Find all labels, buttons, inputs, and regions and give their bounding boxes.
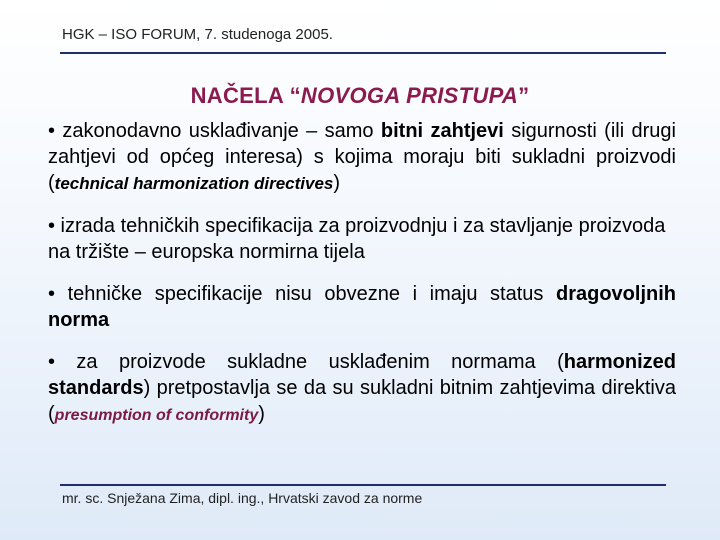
bullet-2-text: • izrada tehničkih specifikacija za proizvodnju i za stavljanje proizvoda na tržište – europska normirna tijela (48, 215, 666, 263)
slide-header: HGK – ISO FORUM, 7. studenoga 2005. (62, 26, 333, 43)
bullet-4-english-term: presumption of conformity (54, 407, 259, 424)
slide-content (48, 118, 676, 445)
bullet-3-text: • tehničke specifikacije nisu obvezne i imaju status (48, 283, 556, 305)
bullet-3-bold: dragovoljnih norma (48, 283, 676, 331)
bullet-4-bold: harmonized standards (48, 351, 676, 399)
footer-divider (60, 484, 666, 486)
bullet-1-text-2: sigurnosti (ili drugi zahtjevi od općeg interesa) s kojima moraju biti sukladni proizvodi ( (48, 120, 676, 194)
bullet-3 (48, 281, 676, 333)
bullet-1-text: • zakonodavno usklađivanje – samo (48, 120, 381, 142)
bullet-4-text: • za proizvode sukladne usklađenim normama ( (48, 351, 564, 373)
bullet-1-close: ) (333, 172, 341, 194)
title-prefix: NAČELA “ (190, 83, 301, 108)
bullet-2 (48, 213, 676, 265)
slide-footer: mr. sc. Snježana Zima, dipl. ing., Hrvatski zavod za norme (62, 490, 423, 506)
slide-title (0, 83, 720, 109)
header-divider (60, 52, 666, 54)
bullet-4-close: ) (258, 403, 265, 425)
title-suffix: ” (518, 83, 530, 108)
bullet-4 (48, 349, 676, 429)
bullet-4-text-2: ) pretpostavlja se da su sukladni bitnim zahtjevima direktiva ( (48, 377, 676, 425)
bullet-1-bold: bitni zahtjevi (380, 120, 504, 142)
bullet-1-english-term: technical harmonization directives (54, 174, 334, 193)
bullet-1 (48, 118, 676, 197)
title-emphasis: NOVOGA PRISTUPA (300, 83, 519, 108)
